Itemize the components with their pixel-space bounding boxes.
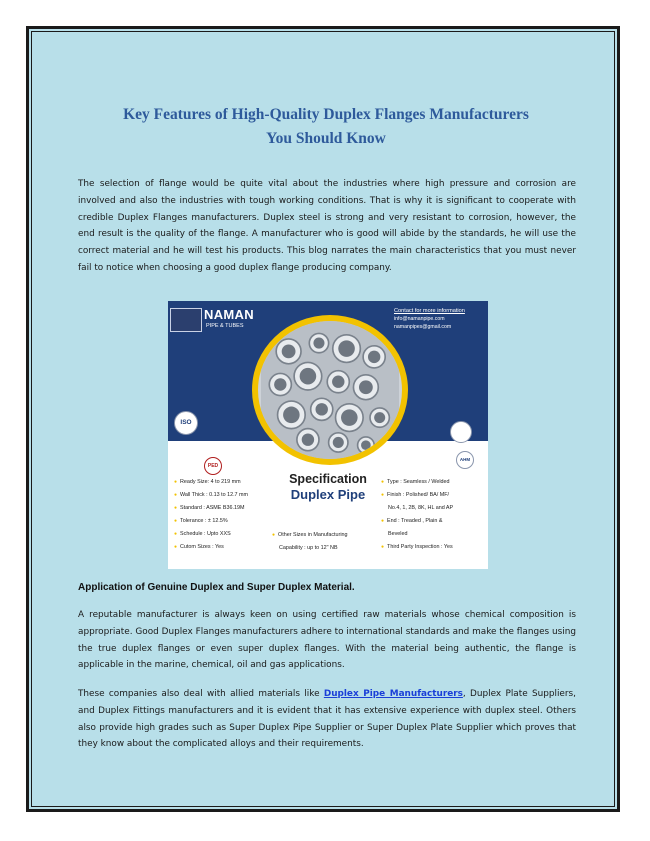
spec-item: ● Type : Seamless / Welded [381, 476, 486, 489]
spec-item-continued: Capability : up to 12" NB [279, 545, 338, 551]
spec-item-continued: Beveled [388, 531, 408, 537]
specs-right-list [381, 476, 486, 554]
paragraph-text: , Duplex Plate Suppliers, and Duplex Fittings manufacturers and it is evident that it has extensive experience with duplex steel. Others also provide high grades such as Super Duplex Pipe Supplier or Super Duplex Plate Supplier which proves that they know about the complicated alloys and their requirements. [78, 689, 576, 750]
spec-item: ● Other Sizes in Manufacturing [272, 529, 380, 542]
iso-badge-icon: ISO [174, 411, 198, 435]
pipe-bundle-graphic [258, 321, 402, 459]
specs-left-list [174, 476, 274, 554]
spec-item: ● Finish : Polished/ BA/ MF/ [381, 489, 486, 502]
pipe-bundle-photo [252, 315, 408, 465]
section-heading: Application of Genuine Duplex and Super Duplex Material. [78, 582, 355, 593]
ahm-badge-icon: AHM [456, 451, 474, 469]
spec-item: ● Ready Size: 4 to 219 mm [174, 476, 274, 489]
contact-email-1: info@namanpipe.com [394, 316, 445, 322]
duplex-pipe-manufacturers-link[interactable]: Duplex Pipe Manufacturers [323, 689, 463, 699]
brand-name: NAMAN [204, 307, 254, 322]
product-banner-image [168, 301, 488, 569]
title-line-2: You Should Know [266, 130, 386, 147]
section-paragraph-2 [78, 686, 576, 753]
spec-item: ● Wall Thick : 0.13 to 12.7 mm [174, 489, 274, 502]
section-paragraph-1: A reputable manufacturer is always keen on using certified raw materials whose chemical composition is appropriate. Good Duplex Flanges manufacturers adhere to international standards and make the flanges using the true duplex flanges or even super duplex flanges. With the material being authentic, the flange is applicable in the marine, chemical, oil and gas applications. [78, 610, 576, 671]
page-frame [26, 26, 620, 812]
title-line-1: Key Features of High-Quality Duplex Flanges Manufacturers [123, 106, 529, 123]
page-title [89, 103, 563, 151]
contact-title: Contact for more information [394, 308, 465, 314]
certification-seal-icon [450, 421, 472, 443]
intro-paragraph: The selection of flange would be quite vital about the industries where high pressure and corrosion are involved and also the industries with tough working conditions. That is why it is significant to cooperate with credible Duplex Flanges manufacturers. Duplex steel is strong and very resistant to corrosion, however, the end result is the quality of the flange. A manufacturer who is good will abide by the standards, he will use the correct material and he will test his products. This blog narrates the main characteristics that you must never fail to notice when choosing a good duplex flange producing company. [78, 179, 576, 273]
spec-item: ● Cutom Sizes : Yes [174, 541, 274, 554]
spec-title: Specification [289, 472, 367, 486]
spec-item: ● Third Party Inspection : Yes [381, 541, 486, 554]
spec-heading [268, 471, 388, 503]
paragraph-text: These companies also deal with allied materials like [78, 689, 324, 699]
spec-item: ● Tolerance : ± 12.5% [174, 515, 274, 528]
spec-item: ● Standard : ASME B36.19M [174, 502, 274, 515]
spec-item: ● End : Treaded , Plain & [381, 515, 486, 528]
spec-product: Duplex Pipe [290, 487, 366, 502]
specs-mid-list [272, 529, 380, 555]
spec-item-continued: No.4, 1, 2B, 8K, HL and AP [388, 505, 454, 511]
spec-item: ● Schedule : Upto XXS [174, 528, 274, 541]
contact-info [394, 307, 484, 331]
contact-email-2: namanpipes@gmail.com [394, 324, 452, 330]
ped-badge-icon: PED [204, 457, 222, 475]
brand-logo-icon [170, 308, 202, 332]
brand-subtitle: PIPE & TUBES [206, 323, 244, 329]
